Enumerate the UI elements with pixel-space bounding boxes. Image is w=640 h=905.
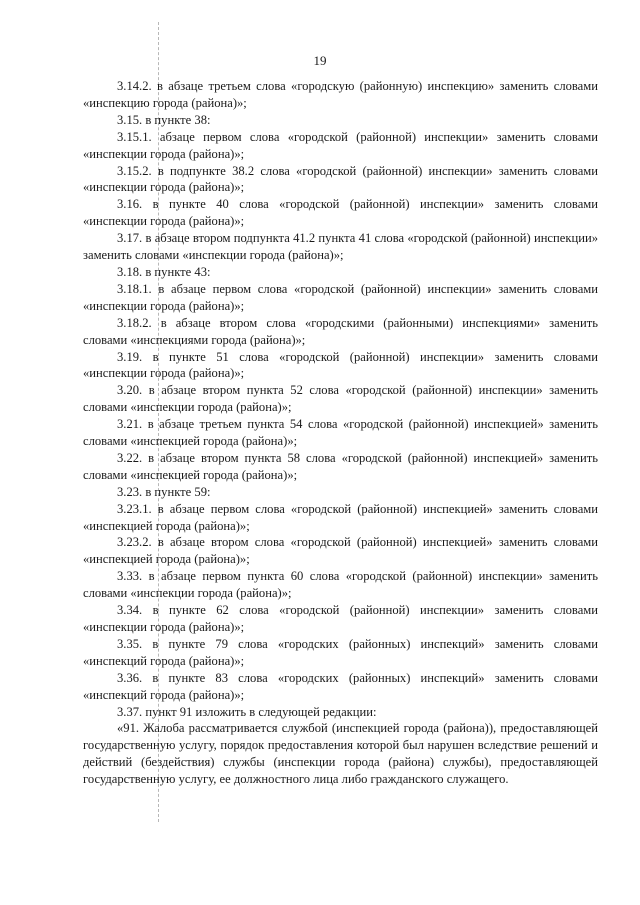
- quoted-paragraph: «91. Жалоба рассматривается службой (инспекцией города (района)), предоставляющей государственную услугу, порядок предоставления которой был нарушен вследствие решений и действий (бездействия) службы (инспекции города (района) службы), предоставляющей государственную услугу, ее должностного лица либо гражданского служащего.: [83, 721, 598, 787]
- paragraph: 3.18. в пункте 43:: [117, 264, 211, 279]
- paragraph: 3.15.1. абзаце первом слова «городской (районной) инспекции» заменить словами «инспекции города (района)»;: [83, 129, 598, 161]
- paragraph: 3.34. в пункте 62 слова «городской (районной) инспекции» заменить словами «инспекции города (района)»;: [83, 603, 598, 634]
- paragraph: 3.18.2. в абзаце втором слова «городскими (районными) инспекциями» заменить словами «инспекциями города (района)»;: [83, 315, 598, 347]
- paragraph: 3.35. в пункте 79 слова «городских (районных) инспекций» заменить словами «инспекций города (района)»;: [83, 636, 598, 668]
- paragraph: 3.20. в абзаце втором пункта 52 слова «городской (районной) инспекции» заменить словами «инспекции города (района)»;: [83, 383, 598, 415]
- document-body: [83, 78, 598, 788]
- paragraph: 3.23.1. в абзаце первом слова «городской (районной) инспекцией» заменить словами «инспекцией города (района)»;: [83, 501, 598, 533]
- paragraph: 3.16. в пункте 40 слова «городской (районной) инспекции» заменить словами «инспекции города (района)»;: [83, 197, 598, 229]
- paragraph: 3.21. в абзаце третьем пункта 54 слова «городской (районной) инспекцией» заменить словами «инспекцией города (района)»;: [83, 417, 598, 449]
- paragraph: 3.36. в пункте 83 слова «городских (районных) инспекций» заменить словами «инспекций города (района)»;: [83, 670, 598, 702]
- paragraph: 3.15. в пункте 38:: [117, 112, 211, 127]
- paragraph: 3.18.1. в абзаце первом слова «городской (районной) инспекции» заменить словами «инспекции города (района)»;: [83, 281, 598, 313]
- paragraph: 3.22. в абзаце втором пункта 58 слова «городской (районной) инспекцией» заменить словами «инспекцией города (района)»;: [83, 450, 598, 482]
- paragraph: 3.33. в абзаце первом пункта 60 слова «городской (районной) инспекции» заменить словами «инспекции города (района)»;: [83, 569, 598, 601]
- paragraph: 3.19. в пункте 51 слова «городской (районной) инспекции» заменить словами «инспекции города (района)»;: [83, 349, 598, 381]
- paragraph: 3.37. пункт 91 изложить в следующей редакции:: [117, 704, 377, 719]
- paragraph: 3.14.2. в абзаце третьем слова «городскую (районную) инспекцию» заменить словами «инспекцию города (района)»;: [83, 79, 598, 110]
- paragraph: 3.23. в пункте 59:: [117, 484, 211, 499]
- paragraph: 3.17. в абзаце втором подпункта 41.2 пункта 41 слова «городской (районной) инспекции» заменить словами «инспекции города (района)»;: [83, 231, 598, 263]
- paragraph: 3.15.2. в подпункте 38.2 слова «городской (районной) инспекции» заменить словами «инспекции города (района)»;: [83, 163, 598, 195]
- paragraph: 3.23.2. в абзаце втором слова «городской (районной) инспекцией» заменить словами «инспекцией города (района)»;: [83, 535, 598, 567]
- page-number: 19: [313, 53, 327, 68]
